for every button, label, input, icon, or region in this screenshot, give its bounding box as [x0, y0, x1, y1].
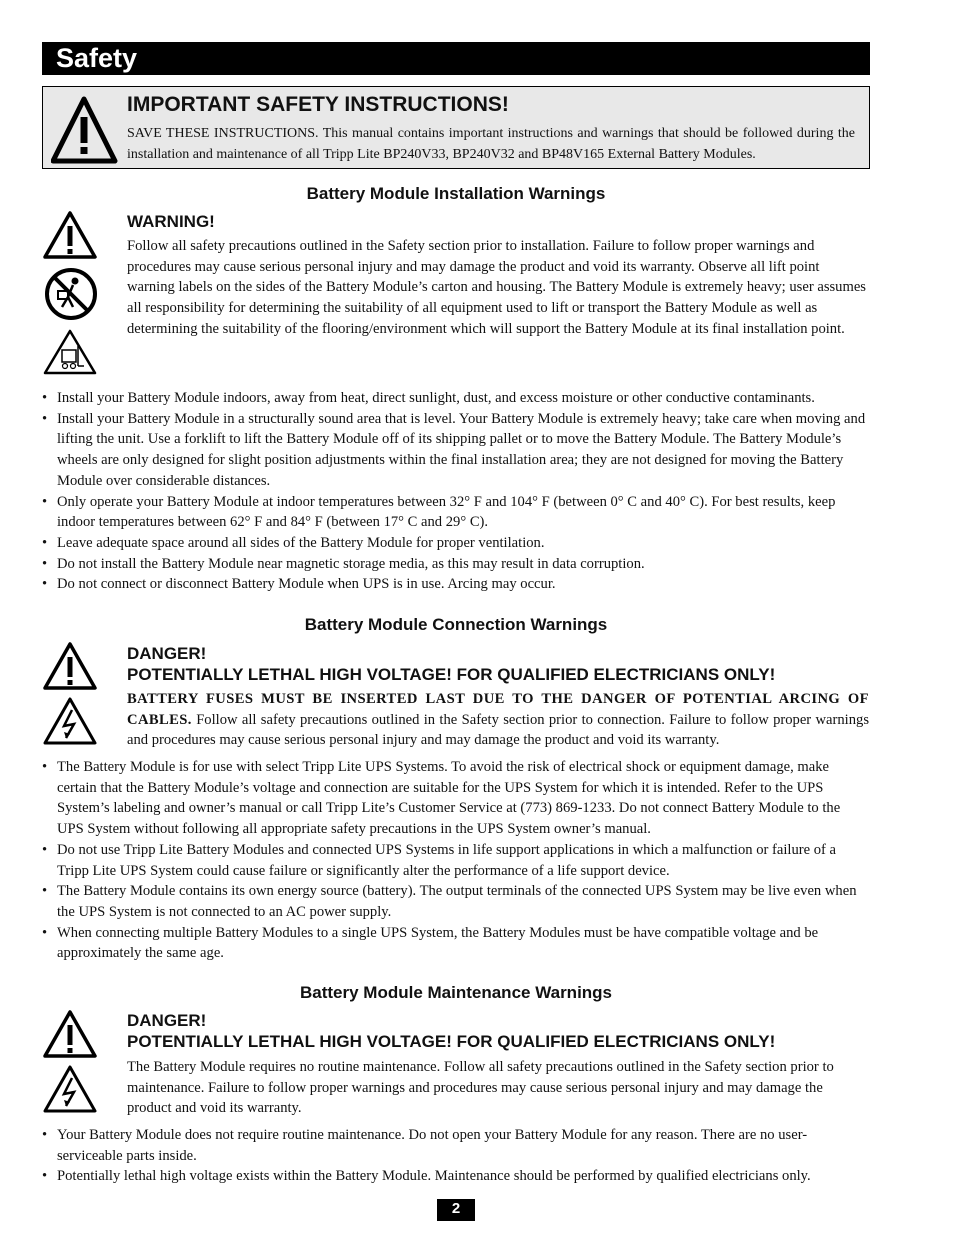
forklift-warning-icon: [42, 328, 98, 376]
list-item: • Only operate your Battery Module at indoor temperatures between 32° F and 104° F (between 0° C and 40° C). For best results, keep indoor temperatures between 62° F and 84° F (between 17° C and 29° C).: [42, 492, 870, 533]
list-item: • Leave adequate space around all sides of the Battery Module for proper ventilation.: [42, 533, 870, 554]
high-voltage-icon: [42, 1064, 98, 1114]
warning-triangle-icon: [42, 210, 98, 260]
installation-warning-text: Follow all safety precautions outlined in the Safety section prior to installation. Failure to follow proper warnings and procedures may cause serious personal injury and may damage the product and void its warranty. Observe all lift point warning labels on the sides of the Battery Module’s carton and housing. The Battery Module is extremely heavy; user assumes all responsibility for determining the suitability of all equipment used to lift or transport the Battery Module as well as determining the suitability of the flooring/environment which will support the Battery Module at its final installation point.: [127, 238, 866, 337]
installation-heading: Battery Module Installation Warnings: [306, 184, 606, 203]
page-title: Safety: [42, 42, 870, 75]
important-text: SAVE THESE INSTRUCTIONS. This manual contains important instructions and warnings that should be followed during the installation and maintenance of all Tripp Lite BP240V33, BP240V32 and BP48V165 External Battery Modules.: [127, 126, 855, 162]
list-item: • The Battery Module contains its own energy source (battery). The output terminals of the connected UPS System may be live even when the UPS System is not connected to an AC power supply.: [42, 881, 870, 922]
maintenance-danger-title: DANGER!: [127, 1011, 207, 1030]
maintenance-danger-text: The Battery Module requires no routine maintenance. Follow all safety precautions outlined in the Safety section prior to maintenance. Failure to follow proper warnings and procedures may cause serious personal injury and may damage the product and void its warranty.: [127, 1059, 834, 1117]
list-item: • Do not use Tripp Lite Battery Modules and connected UPS Systems in life support applications in which a malfunction or failure of a Tripp Lite UPS System could cause failure or significantly alter the performance of a life support device.: [42, 840, 870, 881]
warning-triangle-icon: [51, 95, 133, 167]
fuse-warning-bold: BATTERY FUSES MUST BE INSERTED LAST DUE TO THE DANGER OF POTENTIAL ARCING OF CABLES.: [127, 691, 869, 728]
list-item: • Do not install the Battery Module near magnetic storage media, as this may result in data corruption.: [42, 554, 870, 575]
list-item: • The Battery Module is for use with select Tripp Lite UPS Systems. To avoid the risk of electrical shock or equipment damage, make certain that the Battery Module’s voltage and connection are suitable for the UPS System for which it is intended. Refer to the UPS System’s labeling and owner’s manual or call Tripp Lite’s Customer Service at (773) 869-1233. Do not connect Battery Module to the UPS System without following all appropriate safety precautions in the UPS System owner’s manual.: [42, 757, 870, 840]
connection-danger-subtitle: POTENTIALLY LETHAL HIGH VOLTAGE! FOR QUALIFIED ELECTRICIANS ONLY!: [127, 665, 776, 684]
no-lifting-icon: [42, 267, 100, 322]
important-safety-box: [42, 86, 870, 169]
important-heading: IMPORTANT SAFETY INSTRUCTIONS!: [127, 93, 509, 116]
maintenance-heading: Battery Module Maintenance Warnings: [299, 983, 613, 1002]
connection-bullets: [42, 757, 870, 964]
list-item: • Do not connect or disconnect Battery Module when UPS is in use. Arcing may occur.: [42, 574, 870, 595]
list-item: • When connecting multiple Battery Modules to a single UPS System, the Battery Modules must be have compatible voltage and be approximately the same age.: [42, 923, 870, 964]
list-item: • Install your Battery Module in a structurally sound area that is level. Your Battery Module is extremely heavy; take care when moving and lifting the unit. Use a forklift to lift the Battery Module off of its shipping pallet or to move the Battery Module. The Battery Module’s wheels are only designed for slight position adjustments within the final installation area; they are not designed for moving the Battery Module over considerable distances.: [42, 409, 870, 492]
connection-danger-text: [127, 689, 869, 751]
page-number: 2: [437, 1199, 475, 1221]
maintenance-bullets: [42, 1125, 870, 1187]
connection-heading: Battery Module Connection Warnings: [304, 615, 608, 634]
maintenance-danger-subtitle: POTENTIALLY LETHAL HIGH VOLTAGE! FOR QUALIFIED ELECTRICIANS ONLY!: [127, 1032, 776, 1051]
installation-bullets: [42, 388, 870, 595]
connection-text: Follow all safety precautions outlined in the Safety section prior to connection. Failure to follow proper warnings and procedures may cause serious personal injury and may damage the product and void its warranty.: [127, 711, 869, 749]
list-item: • Install your Battery Module indoors, away from heat, direct sunlight, dust, and excess moisture or other conductive contaminants.: [42, 388, 870, 409]
list-item: • Your Battery Module does not require routine maintenance. Do not open your Battery Module for any reason. There are no user-serviceable parts inside.: [42, 1125, 870, 1166]
high-voltage-icon: [42, 696, 98, 746]
installation-warning-title: WARNING!: [127, 212, 215, 231]
list-item: • Potentially lethal high voltage exists within the Battery Module. Maintenance should be performed by qualified electricians only.: [42, 1166, 870, 1187]
warning-triangle-icon: [42, 641, 98, 691]
warning-triangle-icon: [42, 1009, 98, 1059]
connection-danger-title: DANGER!: [127, 644, 207, 663]
